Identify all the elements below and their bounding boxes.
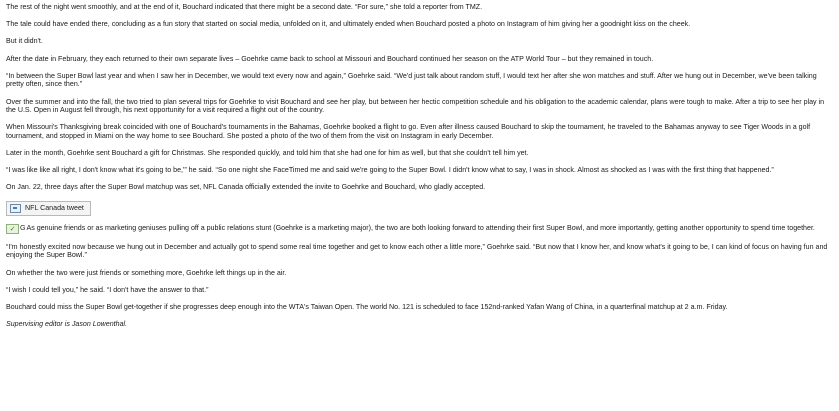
editor-note: Supervising editor is Jason Lowenthal. [6,320,128,329]
paragraph: Over the summer and into the fall, the two tried to plan several trips for Goehrke to visit Bouchard and see her play, but between her hectic competition schedule and his obligation to the academic calendar, plans were tough to make. After a trip to see her play in the U.S. Open in August fell through, his next opportunity for a visit required a flight out of the country. [6,97,825,115]
paragraph-text: As genuine friends or as marketing geniuses pulling off a public relations stunt (Goehrke is a marketing major), the two are both looking forward to attending their first Super Bowl, and more importantly, getting another opportunity to spend time together. [26,223,815,232]
paragraph: The rest of the night went smoothly, and at the end of it, Bouchard indicated that there might be a second date. “For sure,” she told a reporter from TMZ. [6,3,483,11]
paragraph: On Jan. 22, three days after the Super Bowl matchup was set, NFL Canada officially extended the invite to Goehrke and Bouchard, who gladly accepted. [6,183,486,192]
embed-label: NFL Canada tweet [25,203,84,212]
paragraph: Later in the month, Goehrke sent Bouchard a gift for Christmas. She responded quickly, and told him that she had one for him as well, but that she couldn't tell him yet. [6,149,529,158]
paragraph: “I was like like all right, I don't know what it's going to be,'” he said. “So one night she FaceTimed me and said we're going to the Super Bowl. I didn't know what to say, I was in shock. Almost as shocked as I was with the first thing that happened.” [6,166,774,175]
paragraph: On whether the two were just friends or something more, Goehrke left things up in the air. [6,268,287,277]
paragraph: “In between the Super Bowl last year and when I saw her in December, we would text every now and again,” Goehrke said. “We'd just talk about random stuff, I would text her after she won matches and stuff. After we hung out in December, we've been talking pretty often, since then.” [6,71,817,89]
paragraph: “I'm honestly excited now because we hung out in December and actually got to spend some real time together and get to know each other a little more,” Goehrke said. “But now that I know her, and know what's it going to be, I can kind of focus on having fun and enjoying the Super Bowl.” [6,242,828,260]
paragraph: “I wish I could tell you,” he said. “I don't have the answer to that.” [6,285,209,294]
broken-image-icon [10,204,21,213]
paragraph [6,224,833,235]
paragraph: After the date in February, they each returned to their own separate lives – Goehrke came back to school at Missouri and Bouchard continued her season on the ATP World Tour – but they remained in touch. [6,54,654,63]
image-alt-text: G [20,223,26,232]
paragraph: The tale could have ended there, concluding as a fun story that started on social media, unfolded on it, and ultimately ended when Bouchard posted a photo on Instagram of him giving her a goodnight kiss on the cheek. [6,20,691,29]
image-placeholder-icon: ✓ [6,224,19,234]
paragraph: When Missouri's Thanksgiving break coincided with one of Bouchard's tournaments in the Bahamas, Goehrke booked a flight to go. Even after illness caused Bouchard to skip the tournament, he traveled to the Bahamas anyway to see Tiger Woods in a golf tournament, and stopped in Miami on the way home to see Bouchard. She posted a photo of the two of them from the visit on Instagram in early December. [6,123,811,140]
paragraph: Bouchard could miss the Super Bowl get-together if she progresses deep enough into the WTA's Taiwan Open. The world No. 121 is scheduled to face 152nd-ranked Yafan Wang of China, in a quarterfinal matchup at 2 a.m. Friday. [6,302,728,311]
paragraph: But it didn't. [6,37,43,46]
embedded-tweet-placeholder[interactable] [6,201,91,216]
